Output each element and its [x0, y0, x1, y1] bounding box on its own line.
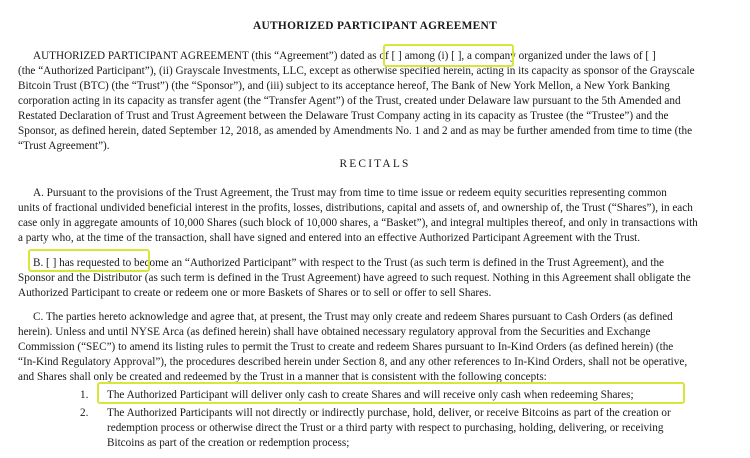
paragraph-c-line: and Shares shall only be created and redeemed by the Trust in a manner that is consistent with the following concepts: — [18, 371, 547, 383]
intro-line: AUTHORIZED PARTICIPANT AGREEMENT (this “Agreement”) dated as of [ ] among (i) [ ], a company organized under the laws of [ ] — [33, 50, 656, 62]
intro-line: corporation acting in its capacity as transfer agent (the “Transfer Agent”) of the Trust, created under Delaware law pursuant to the 5th Amended and — [18, 95, 681, 107]
paragraph-a-line: a party who, at the time of the transaction, shall have signed and entered into an effective Authorized Participant Agreement with the Trust. — [18, 232, 641, 244]
paragraph-b-line: B. [ ] has requested to become an “Authorized Participant” with respect to the Trust (as such term is defined in the Trust Agreement), and the — [33, 257, 665, 269]
paragraph-a-line: units of fractional undivided beneficial interest in the profits, losses, distributions, capital and assets of, and ownership of, the Trust (“Shares”), in each — [18, 202, 693, 214]
paragraph-a-line: A. Pursuant to the provisions of the Trust Agreement, the Trust may from time to time issue or redeem equity securities representing common — [33, 187, 667, 199]
intro-line: “Trust Agreement”). — [18, 140, 110, 152]
intro-line: Sponsor, as defined herein, dated September 12, 2018, as amended by Amendments No. 1 and 2 and as may be further amended from time to time (the — [18, 125, 693, 137]
list-item-line: Bitcoins as part of the creation or redemption process; — [107, 437, 350, 449]
list-item-line: The Authorized Participant will deliver only cash to create Shares and will receive only cash when redeeming Shares; — [107, 389, 634, 401]
document-title: AUTHORIZED PARTICIPANT AGREEMENT — [252, 20, 497, 32]
list-item-line: redemption process or otherwise direct the Trust or a third party with respect to purchasing, holding, delivering, or receiving — [107, 422, 664, 434]
paragraph-b-line: Authorized Participant to create or redeem one or more Baskets of Shares or to sell or offer to sell Shares. — [18, 287, 492, 299]
list-item-line: The Authorized Participants will not directly or indirectly purchase, hold, deliver, or receive Bitcoins as part of the creation or — [107, 407, 671, 419]
intro-line: Restated Declaration of Trust and Trust Agreement between the Delaware Trust Company acting in its capacity as Trustee (the “Trustee”) and the — [18, 110, 669, 122]
paragraph-c-line: Commission (“SEC”) to amend its listing rules to permit the Trust to create and redeem Shares pursuant to In-Kind Orders (as defined herein) (the — [18, 341, 674, 353]
paragraph-b-line: Sponsor and the Distributor (as such term is defined in the Trust Agreement) have agreed to such request. Nothing in this Agreement shall obligate the — [18, 272, 691, 284]
paragraph-a-line: case only in aggregate amounts of 10,000 Shares (such block of 10,000 shares, a “Basket”), and integral multiples thereof, and only in transactions with — [18, 217, 698, 229]
list-item-number: 1. — [80, 389, 89, 401]
list-item-number: 2. — [80, 407, 89, 419]
paragraph-c-line: “In-Kind Regulatory Approval”), the procedures described herein under Section 8, and any other references to In-Kind Orders, shall not be operative, — [18, 356, 688, 368]
intro-line: Bitcoin Trust (BTC) (the “Trust”) (the “Sponsor”), and (iii) subject to its acceptance hereof, The Bank of New York Mellon, a New York Banking — [18, 80, 670, 92]
paragraph-c-line: C. The parties hereto acknowledge and agree that, at present, the Trust may only create and redeem Shares pursuant to Cash Orders (as defined — [33, 311, 673, 323]
intro-line: (the “Authorized Participant”), (ii) Grayscale Investments, LLC, except as otherwise specified herein, acting in its capacity as sponsor of the Grayscale — [18, 65, 695, 77]
recitals-heading: RECITALS — [339, 158, 411, 170]
paragraph-c-line: herein). Unless and until NYSE Arca (as defined herein) shall have obtained necessary regulatory approval from the Securities and Exchange — [18, 326, 651, 338]
